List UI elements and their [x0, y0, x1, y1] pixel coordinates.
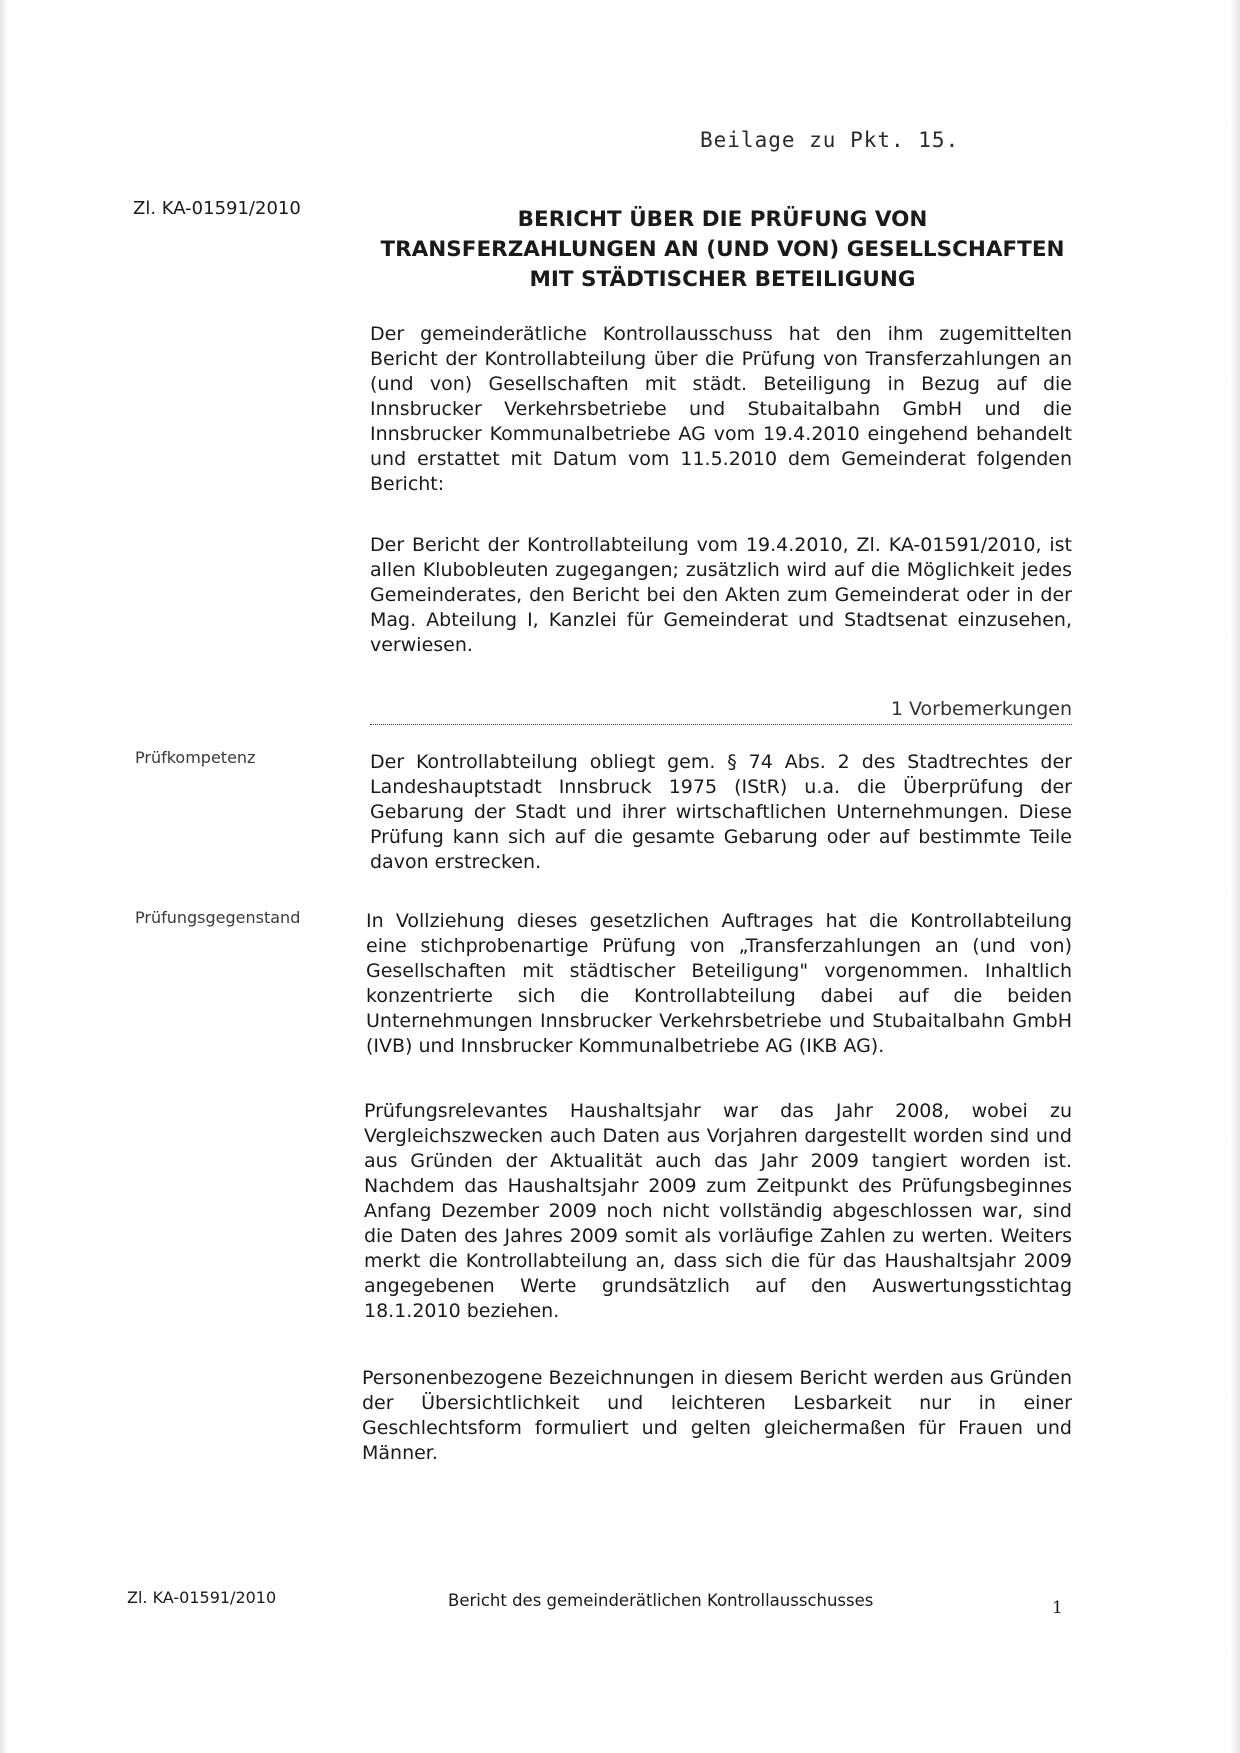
margin-label-pruefkompetenz: Prüfkompetenz	[135, 748, 256, 767]
body-paragraph-4: Personenbezogene Bezeichnungen in diesem Bericht werden aus Gründen der Übersichtlichkeit und leichteren Lesbarkeit nur in einer Geschlechtsform formuliert und gelten gleichermaßen für Frauen und Männer.	[362, 1367, 1072, 1464]
scan-edge-right	[1230, 0, 1240, 1753]
document-title	[360, 205, 1085, 295]
attachment-stamp: Beilage zu Pkt. 15.	[700, 128, 960, 152]
section-heading: 1 Vorbemerkungen	[890, 698, 1072, 720]
margin-label-pruefungsgegenstand: Prüfungsgegenstand	[135, 908, 301, 927]
footer-title: Bericht des gemeinderätlichen Kontrollausschusses	[448, 1591, 874, 1610]
footer-reference: Zl. KA-01591/2010	[127, 1588, 277, 1607]
section-divider	[370, 694, 1072, 725]
scan-edge-left	[0, 0, 8, 1753]
body-paragraph-3: Prüfungsrelevantes Haushaltsjahr war das Jahr 2008, wobei zu Vergleichszwecken auch Daten aus Vorjahren dargestellt worden sind und aus Gründen der Aktualität auch das Jahr 2009 tangiert worden ist. Nachdem das Haushaltsjahr 2009 zum Zeitpunkt des Prüfungsbeginnes Anfang Dezember 2009 noch nicht vollständig abgeschlossen war, sind die Daten des Jahres 2009 somit als vorläufige Zahlen zu werten. Weiters merkt die Kontrollabteilung an, dass sich die für das Haushaltsjahr 2009 angegebenen Werte grundsätzlich auf den Auswertungsstichtag 18.1.2010 beziehen.	[364, 1100, 1072, 1322]
body-paragraph-2: In Vollziehung dieses gesetzlichen Auftrages hat die Kontrollabteilung eine stichprobenartige Prüfung von „Transferzahlungen an (und von) Gesellschaften mit städtischer Beteiligung" vorgenommen. Inhaltlich konzentrierte sich die Kontrollabteilung dabei auf die beiden Unternehmungen Innsbrucker Verkehrsbetriebe und Stubaitalbahn GmbH (IVB) und Innsbrucker Kommunalbetriebe AG (IKB AG).	[366, 910, 1072, 1057]
page-number: 1	[1052, 1598, 1063, 1618]
title-line-2: TRANSFERZAHLUNGEN AN (UND VON) GESELLSCHAFTEN	[380, 237, 1065, 262]
intro-paragraph-2: Der Bericht der Kontrollabteilung vom 19.4.2010, Zl. KA-01591/2010, ist allen Klubobleuten zugegangen; zusätzlich wird auf die Möglichkeit jedes Gemeinderates, den Bericht bei den Akten zum Gemeinderat oder in der Mag. Abteilung I, Kanzlei für Gemeinderat und Stadtsenat einzusehen, verwiesen.	[370, 534, 1072, 656]
reference-number: Zl. KA-01591/2010	[133, 198, 301, 219]
title-line-1: BERICHT ÜBER DIE PRÜFUNG VON	[517, 207, 928, 232]
intro-paragraph-1: Der gemeinderätliche Kontrollausschuss hat den ihm zugemittelten Bericht der Kontrollabteilung über die Prüfung von Transferzahlungen an (und von) Gesellschaften mit städt. Beteiligung in Bezug auf die Innsbrucker Verkehrsbetriebe und Stubaitalbahn GmbH und die Innsbrucker Kommunalbetriebe AG vom 19.4.2010 eingehend behandelt und erstattet mit Datum vom 11.5.2010 dem Gemeinderat folgenden Bericht:	[370, 323, 1072, 495]
body-paragraph-1: Der Kontrollabteilung obliegt gem. § 74 Abs. 2 des Stadtrechtes der Landeshauptstadt Innsbruck 1975 (IStR) u.a. die Überprüfung der Gebarung der Stadt und ihrer wirtschaftlichen Unternehmungen. Diese Prüfung kann sich auf die gesamte Gebarung oder auf bestimmte Teile davon erstrecken.	[370, 751, 1072, 873]
title-line-3: MIT STÄDTISCHER BETEILIGUNG	[529, 267, 916, 292]
